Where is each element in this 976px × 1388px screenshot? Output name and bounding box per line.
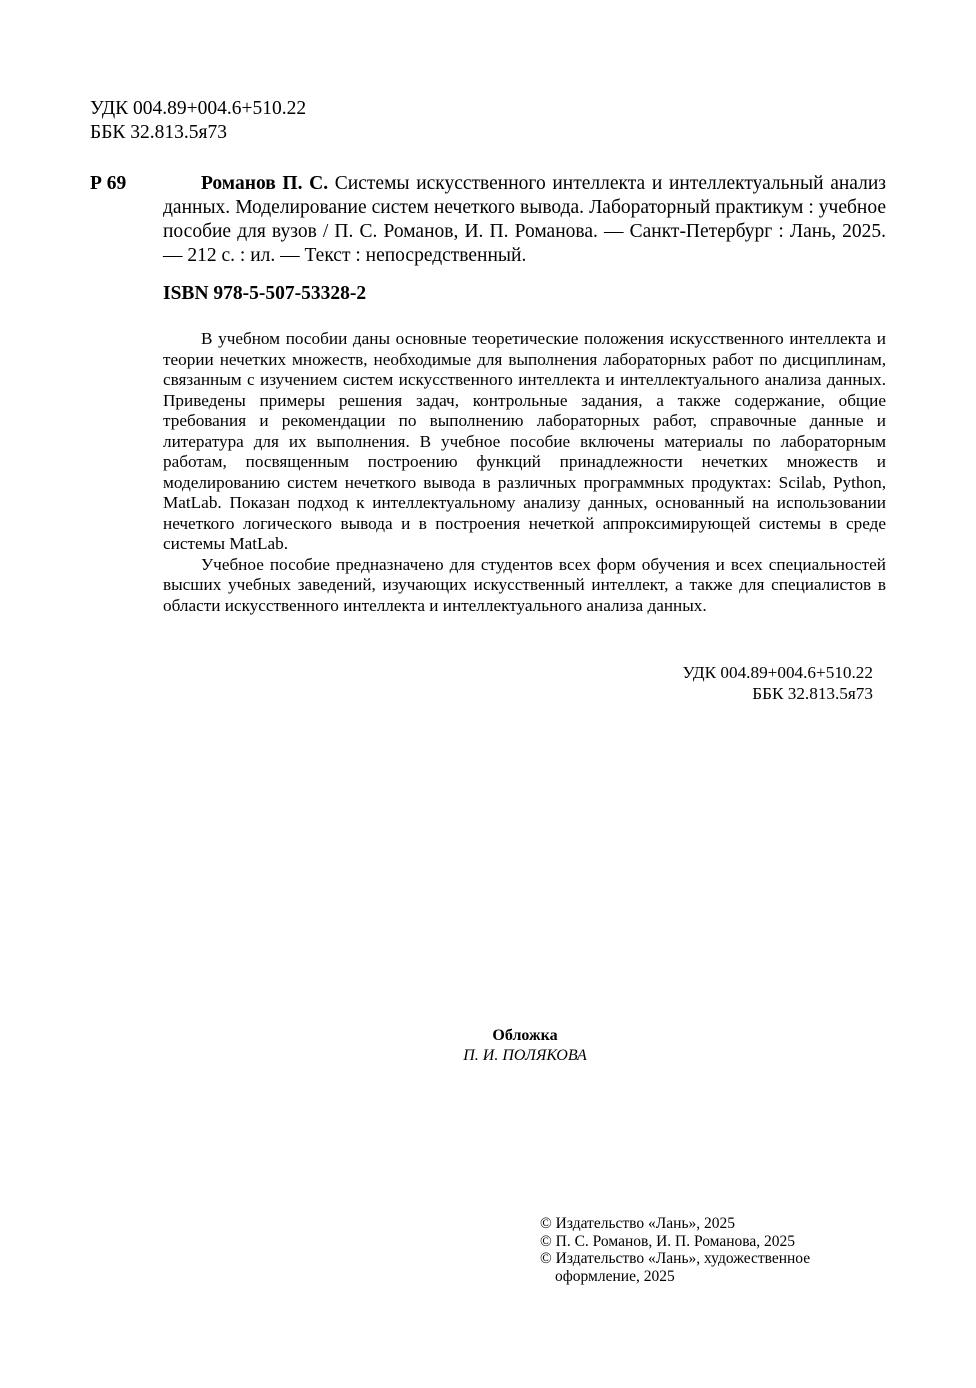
copyright-line: © П. С. Романов, И. П. Романова, 2025 (540, 1232, 796, 1250)
abstract (163, 329, 886, 616)
author-sign: Р 69 (90, 173, 127, 194)
bibliographic-text: Системы искусственного интеллекта и интеллектуальный анализ данных. Моделирование систем нечеткого вывода. Лабораторный практикум : учебное пособие для вузов / П. С. Романов, И. П. Романова. — Санкт-Петербург : Лань, 2025. — 212 с. : ил. — Текст : непосредственный. (163, 173, 886, 266)
bibliographic-description (163, 172, 886, 268)
cover-label: Обложка (492, 1027, 558, 1044)
classification-codes-footer (600, 662, 873, 704)
author-name: Романов П. С. (201, 173, 329, 194)
abstract-paragraph: Учебное пособие предназначено для студентов всех форм обучения и всех специальностей высших учебных заведений, изучающих искусственный интеллект, а также для специалистов в области искусственного интеллекта и интеллектуального анализа данных. (163, 554, 886, 615)
abstract-paragraph: В учебном пособии даны основные теоретические положения искусственного интеллекта и теории нечетких множеств, необходимые для выполнения лабораторных работ по дисциплинам, связанным с изучением систем искусственного интеллекта и интеллектуального анализа данных. Приведены примеры решения задач, контрольные задания, а также содержание, общие требования и рекомендации по выполнению лабораторных работ, справочные данные и литература для их выполнения. В учебное пособие включены материалы по лабораторным работам, посвященным построению функций принадлежности нечетких множеств и моделированию систем нечеткого вывода в различных программных продуктах: Scilab, Python, MatLab. Показан подход к интеллектуальному анализу данных, основанный на использовании нечеткого логического вывода и в построения нечеткой аппроксимирующей системы в среде системы MatLab. (163, 329, 886, 553)
bbk-code-footer: ББК 32.813.5я73 (752, 684, 873, 703)
copyright-line: © Издательство «Лань», 2025 (540, 1215, 736, 1232)
cover-credit (420, 1026, 630, 1066)
copyright-block (540, 1215, 810, 1285)
classification-codes-header (90, 97, 306, 145)
bbk-code: ББК 32.813.5я73 (90, 122, 227, 143)
isbn: ISBN 978-5-507-53328-2 (163, 283, 367, 304)
cover-artist: П. И. ПОЛЯКОВА (463, 1047, 587, 1064)
udk-code-footer: УДК 004.89+004.6+510.22 (682, 663, 873, 682)
udk-code: УДК 004.89+004.6+510.22 (90, 98, 307, 119)
copyright-line: оформление, 2025 (555, 1267, 675, 1285)
copyright-line: © Издательство «Лань», художественное (540, 1250, 811, 1267)
